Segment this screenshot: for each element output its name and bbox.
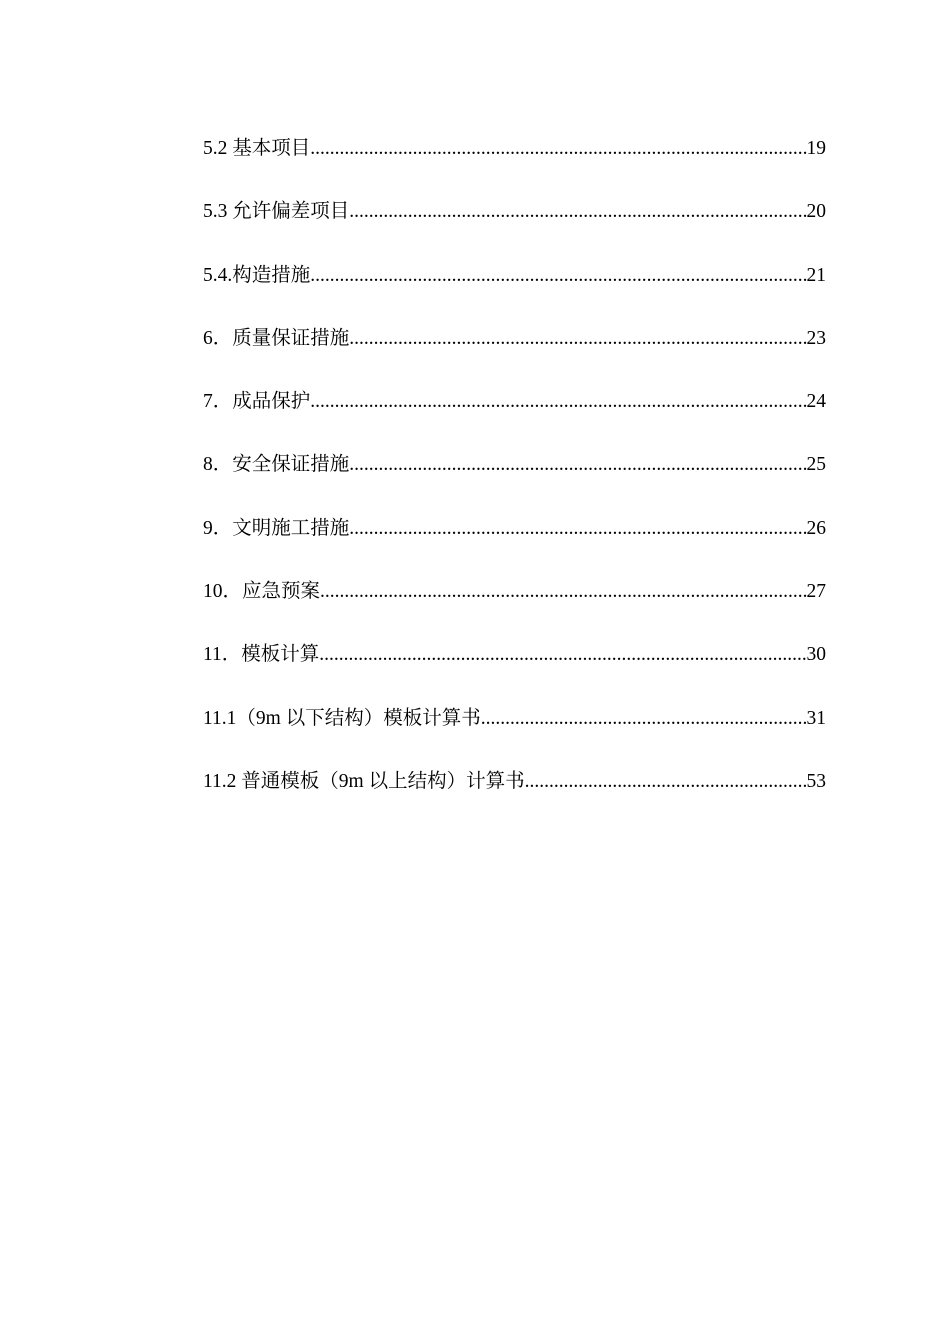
- toc-entry-title: 11．模板计算: [203, 644, 320, 666]
- toc-entry-title: 5.2 基本项目: [203, 138, 311, 159]
- toc-entry-title: 6．质量保证措施: [203, 327, 350, 349]
- toc-entry[interactable]: [203, 260, 826, 323]
- toc-entry[interactable]: [203, 703, 826, 766]
- toc-dot-leader: [310, 386, 806, 418]
- toc-page-number: 20: [806, 201, 826, 223]
- toc-entry-title: 11.1（9m 以下结构）模板计算书: [203, 707, 481, 729]
- toc-page-number: 26: [806, 517, 826, 539]
- toc-entry[interactable]: [203, 449, 826, 512]
- toc-dot-leader: [319, 639, 806, 671]
- toc-page-number: 23: [806, 327, 826, 349]
- toc-page-number: 25: [806, 454, 826, 476]
- toc-page-number: 19: [806, 138, 826, 159]
- toc-entry[interactable]: [203, 133, 826, 196]
- toc-dot-leader: [481, 703, 807, 735]
- toc-dot-leader: [349, 449, 806, 481]
- toc-dot-leader: [310, 260, 806, 292]
- toc-entry-title: 7．成品保护: [203, 391, 311, 413]
- toc-entry[interactable]: [203, 766, 826, 829]
- toc-dot-leader: [320, 576, 806, 608]
- toc-dot-leader: [349, 513, 806, 545]
- toc-page-number: 30: [806, 644, 826, 666]
- toc-page-number: 31: [806, 707, 826, 729]
- toc-page-number: 53: [806, 770, 826, 792]
- toc-entry-title: 5.4.构造措施: [203, 264, 311, 286]
- toc-entry-title: 9．文明施工措施: [203, 517, 350, 539]
- toc-entry[interactable]: [203, 576, 826, 639]
- toc-entry-title: 5.3 允许偏差项目: [203, 201, 350, 223]
- toc-entry-title: 10．应急预案: [203, 581, 321, 603]
- toc-page-number: 24: [806, 391, 826, 413]
- toc-page-number: 21: [806, 264, 826, 286]
- table-of-contents: [203, 133, 826, 829]
- toc-dot-leader: [310, 133, 806, 165]
- toc-dot-leader: [525, 766, 807, 798]
- toc-dot-leader: [349, 323, 806, 355]
- toc-entry-title: 8．安全保证措施: [203, 454, 350, 476]
- toc-entry[interactable]: [203, 386, 826, 449]
- toc-entry[interactable]: [203, 196, 826, 259]
- toc-entry[interactable]: [203, 639, 826, 702]
- toc-page-number: 27: [806, 581, 826, 603]
- toc-dot-leader: [349, 196, 806, 228]
- toc-entry[interactable]: [203, 513, 826, 576]
- toc-entry[interactable]: [203, 323, 826, 386]
- toc-entry-title: 11.2 普通模板（9m 以上结构）计算书: [203, 770, 525, 792]
